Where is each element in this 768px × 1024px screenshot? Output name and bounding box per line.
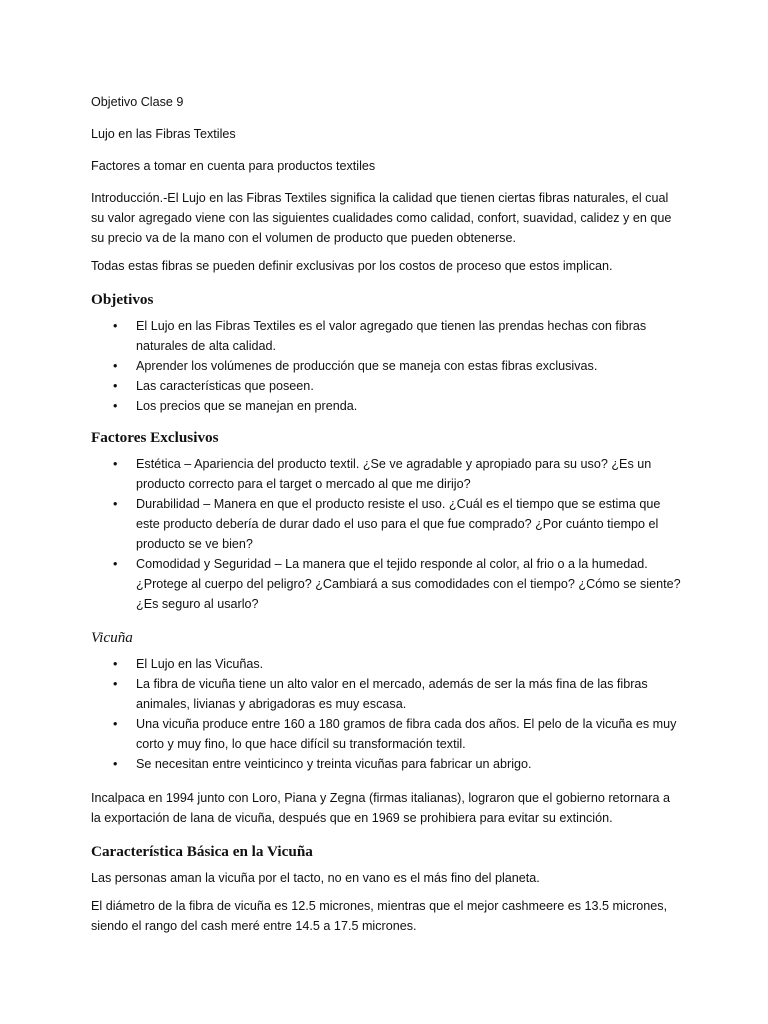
list-item [91,454,681,494]
list-item-line: Aprender los volúmenes de producción que se maneja con estas fibras exclusivas. [136,359,598,373]
factores-intro-line: Factores a tomar en cuenta para productos textiles [91,159,376,173]
list-item-line: producto se ve bien? [136,537,253,551]
document-title: Objetivo Clase 9 [91,95,184,109]
list-item [91,554,681,614]
document-subtitle: Lujo en las Fibras Textiles [91,127,236,141]
list-item [91,714,681,754]
bullet-icon: • [113,557,118,571]
caracteristica-line: El diámetro de la fibra de vicuña es 12.5 micrones, mientras que el mejor cashmeere es 13.5 micrones, [91,899,668,913]
bullet-icon: • [113,457,118,471]
bullet-icon: • [113,359,118,373]
list-item-line: El Lujo en las Fibras Textiles es el valor agregado que tienen las prendas hechas con fibras [136,319,647,333]
bullet-icon: • [113,379,118,393]
caracteristica-paragraph-2 [91,896,681,936]
bullet-icon: • [113,399,118,413]
list-item-line: ¿Protege al cuerpo del peligro? ¿Cambiará a sus comodidades con el tiempo? ¿Cómo se siente? [136,577,681,591]
caracteristica-line: siendo el rango del cash meré entre 14.5 a 17.5 micrones. [91,919,417,933]
intro-line: su precio va de la mano con el volumen de producto que pueden obtenerse. [91,231,516,245]
list-item-line: Una vicuña produce entre 160 a 180 gramos de fibra cada dos años. El pelo de la vicuña es muy [136,717,677,731]
list-item [91,396,681,416]
intro-line: Introducción.-El Lujo en las Fibras Textiles significa la calidad que tienen ciertas fibras naturales, el cual [91,191,669,205]
list-item-line: Las características que poseen. [136,379,314,393]
list-item-line: El Lujo en las Vicuñas. [136,657,264,671]
bullet-icon: • [113,657,118,671]
list-item-line: Comodidad y Seguridad – La manera que el tejido responde al color, al frio o a la humedad. [136,557,648,571]
list-item-line: La fibra de vicuña tiene un alto valor en el mercado, además de ser la más fina de las fibras [136,677,648,691]
list-item [91,674,681,714]
list-item-line: Estética – Apariencia del producto textil. ¿Se ve agradable y apropiado para su uso? ¿Es un [136,457,652,471]
list-item [91,356,681,376]
list-item-line: Durabilidad – Manera en que el producto resiste el uso. ¿Cuál es el tiempo que se estima que [136,497,661,511]
bullet-icon: • [113,757,118,771]
incalpaca-line: la exportación de lana de vicuña, después que en 1969 se prohibiera para evitar su extinción. [91,811,613,825]
list-item [91,754,681,774]
bullet-icon: • [113,319,118,333]
vicuna-heading: Vicuña [91,629,133,646]
exclusivas-paragraph: Todas estas fibras se pueden definir exclusivas por los costos de proceso que estos implican. [91,259,613,273]
objetivos-list [91,316,681,416]
bullet-icon: • [113,677,118,691]
list-item [91,316,681,356]
list-item-line: animales, livianas y abrigadoras es muy escasa. [136,697,407,711]
bullet-icon: • [113,497,118,511]
list-item-line: Los precios que se manejan en prenda. [136,399,358,413]
document-page [91,92,681,948]
intro-line: su valor agregado viene con las siguientes cualidades como calidad, confort, suavidad, calidez y en que [91,211,672,225]
list-item [91,376,681,396]
bullet-icon: • [113,717,118,731]
factores-list [91,454,681,614]
list-item-line: corto y muy fino, lo que hace difícil su transformación textil. [136,737,466,751]
list-item-line: naturales de alta calidad. [136,339,277,353]
incalpaca-line: Incalpaca en 1994 junto con Loro, Piana y Zegna (firmas italianas), lograron que el gobierno retornara a [91,791,670,805]
factores-heading: Factores Exclusivos [91,429,219,446]
caracteristica-paragraph-1: Las personas aman la vicuña por el tacto, no en vano es el más fino del planeta. [91,871,540,885]
vicuna-list [91,654,681,774]
caracteristica-heading: Característica Básica en la Vicuña [91,843,313,860]
list-item-line: este producto debería de durar dado el uso para el que fue comprado? ¿Por cuánto tiempo el [136,517,659,531]
incalpaca-paragraph [91,788,681,828]
list-item-line: ¿Es seguro al usarlo? [136,597,259,611]
objetivos-heading: Objetivos [91,291,154,308]
intro-paragraph [91,188,681,248]
list-item [91,654,681,674]
list-item-line: Se necesitan entre veinticinco y treinta vicuñas para fabricar un abrigo. [136,757,532,771]
list-item-line: producto correcto para el target o mercado al que me dirijo? [136,477,471,491]
list-item [91,494,681,554]
